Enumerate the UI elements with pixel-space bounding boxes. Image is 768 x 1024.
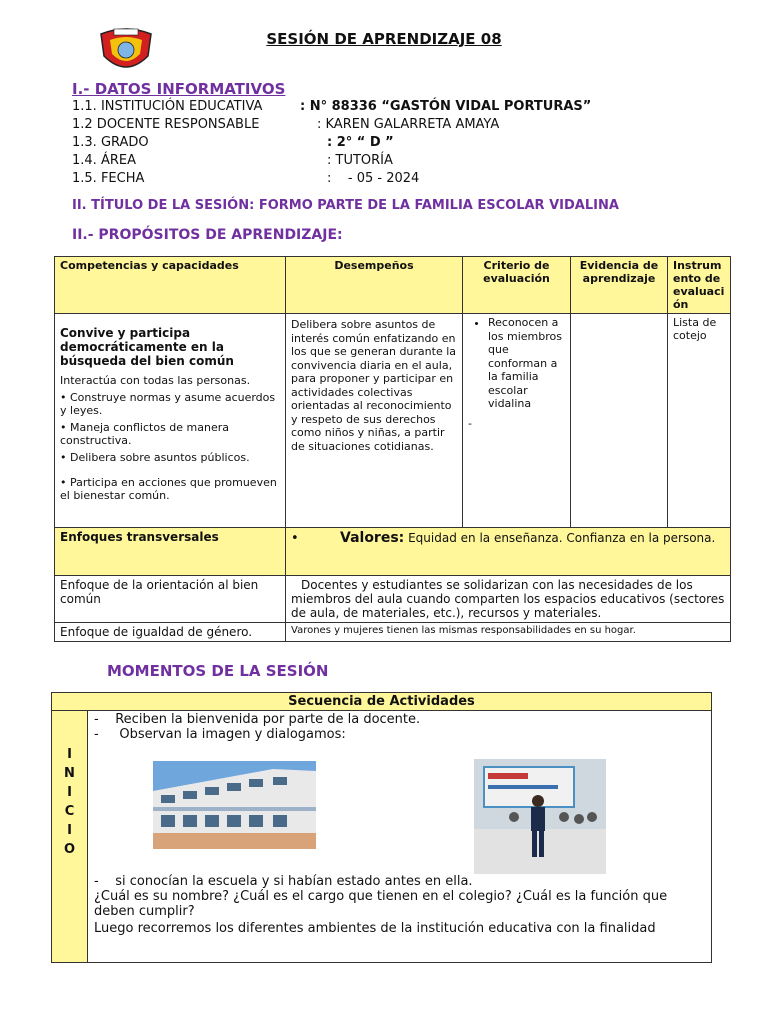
phase-letter: C [64,804,75,819]
school-event-photo [474,759,606,874]
momentos-heading: MOMENTOS DE LA SESIÓN [107,662,329,680]
session-title: SESIÓN DE APRENDIZAJE 08 [266,30,502,48]
header-instrumento: Instrumento de evaluación [668,257,731,314]
secuencia-table [51,692,712,963]
info-value: : N° 88336 “GASTÓN VIDAL PORTURAS” [300,99,592,114]
header-desempenos: Desempeños [286,257,463,314]
valores-cell: • Valores: Equidad en la enseñanza. Confianza en la persona. [286,528,731,576]
activity-line: ¿Cuál es su nombre? ¿Cuál es el cargo que tienen en el colegio? ¿Cuál es la función que deben cumplir? [94,889,668,919]
phase-letter: O [63,842,76,857]
secuencia-title: Secuencia de Actividades [52,693,712,711]
activity-line: si conocían la escuela y si habían estado antes en ella. [115,874,473,889]
info-label: 1.2 DOCENTE RESPONSABLE [72,117,260,132]
header-criterio: Criterio de evaluación [463,257,571,314]
capacidad-item: Interactúa con todas las personas. [60,374,251,387]
propositos-heading: II.- PROPÓSITOS DE APRENDIZAJE: [72,227,343,243]
capacidad-item: • Delibera sobre asuntos públicos. [60,451,250,464]
phase-letter: I [67,823,72,838]
info-label: 1.5. FECHA [72,171,145,186]
info-label: 1.3. GRADO [72,135,149,150]
enfoque1-text: Docentes y estudiantes se solidarizan con las necesidades de los miembros del aula cuando comparten los espacios educativos (sectores de aula, de materiales, etc.), recursos y materiales. [286,576,731,623]
valores-text: Equidad en la enseñanza. Confianza en la persona. [408,531,716,545]
header-competencias: Competencias y capacidades [55,257,286,314]
instrumento-cell: Lista de cotejo [668,314,731,528]
enfoque1-label: Enfoque de la orientación al bien común [55,576,286,623]
capacidad-item: • Participa en acciones que promueven el bienestar común. [60,476,277,502]
inicio-content: - Reciben la bienvenida por parte de la docente. - Observan la imagen y dialogamos: - si conocían la escuela y si habían estado antes en ella. ¿Cuál es su nombre? ¿Cuál es el cargo que tienen en el colegio? ¿Cuál es la función que deben cumplir? Luego recorremos los diferentes ambientes de la institución educativa con la finalidad [88,711,712,963]
activity-line: Observan la imagen y dialogamos: [119,727,346,742]
datos-heading: I.- DATOS INFORMATIVOS [72,80,286,98]
phase-letter: N [64,766,75,781]
inicio-phase [52,711,88,963]
phase-letter: I [67,785,72,800]
enfoque2-label: Enfoque de igualdad de género. [55,623,286,642]
criterio-cell [463,314,571,528]
info-value: : TUTORÍA [327,153,393,168]
activity-line: Reciben la bienvenida por parte de la docente. [115,712,421,727]
phase-letter: I [67,747,72,762]
info-value: : KAREN GALARRETA AMAYA [317,117,500,132]
info-label: 1.4. ÁREA [72,153,136,168]
valores-label: Valores: [340,530,405,546]
enfoque2-text: Varones y mujeres tienen las mismas responsabilidades en su hogar. [286,623,731,642]
school-building-photo [153,761,316,849]
info-value: : 2° “ D ” [327,135,394,150]
capacidad-item: • Construye normas y asume acuerdos y leyes. [60,391,276,417]
criterio-dash: - [468,416,472,430]
header-evidencia: Evidencia de aprendizaje [571,257,668,314]
activity-line: Luego recorremos los diferentes ambientes de la institución educativa con la finalidad [94,921,656,936]
info-value: : - 05 - 2024 [327,171,420,186]
competencias-cell [55,314,286,528]
capacidad-item: • Maneja conflictos de manera constructiva. [60,421,230,447]
criterio-item: • Reconocen a los miembros que conforman a la familia escolar vidalina [488,316,565,411]
info-label: 1.1. INSTITUCIÓN EDUCATIVA [72,99,263,114]
competencia-text: Convive y participa democráticamente en la búsqueda del bien común [60,326,234,368]
datos-informativos [72,98,672,188]
session-topic: II. TÍTULO DE LA SESIÓN: FORMO PARTE DE LA FAMILIA ESCOLAR VIDALINA [72,198,619,213]
enfoques-label: Enfoques transversales [55,528,286,576]
desempeno-cell: Delibera sobre asuntos de interés común enfatizando en los que se generan durante la convivencia diaria en el aula, para proponer y participar en actividades colectivas orientadas al reconocimiento y respeto de sus derechos como niños y niñas, a partir de situaciones cotidianas. [286,314,463,528]
propositos-table [54,256,731,642]
evidencia-cell [571,314,668,528]
